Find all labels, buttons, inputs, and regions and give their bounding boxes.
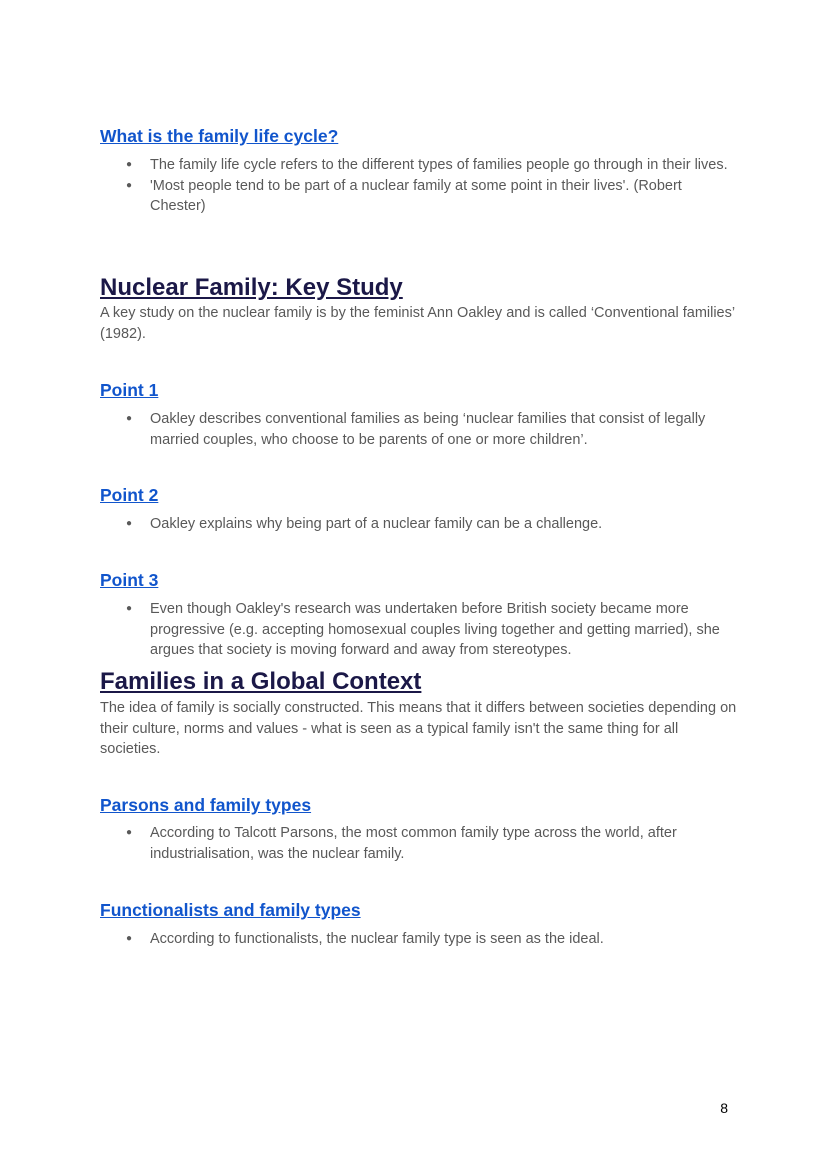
list-item	[126, 514, 735, 535]
point-1-heading: Point 1	[100, 380, 159, 400]
list-item	[126, 599, 735, 661]
bullet-icon: ●	[126, 179, 133, 191]
point-3-heading: Point 3	[100, 570, 159, 590]
bullet-icon: ●	[126, 518, 133, 529]
list-item	[126, 823, 735, 864]
list-item	[126, 929, 735, 950]
global-context-heading: Families in a Global Context	[100, 668, 422, 695]
list-item-text: Oakley describes conventional families as being ‘nuclear families that consist of legally married couples, who choose to be parents of one or more children’.	[150, 411, 706, 448]
list-item	[126, 176, 735, 217]
bullet-icon: ●	[126, 933, 133, 944]
list-item-text: Oakley explains why being part of a nuclear family can be a challenge.	[150, 516, 603, 532]
list-item-text: The family life cycle refers to the different types of families people go through in their lives.	[150, 157, 728, 173]
bullet-icon: ●	[126, 413, 133, 424]
parsons-bullet-list	[126, 823, 735, 864]
point-2-heading: Point 2	[100, 485, 159, 505]
life-cycle-bullet-list	[126, 155, 735, 217]
bullet-icon: ●	[126, 827, 133, 838]
life-cycle-heading: What is the family life cycle?	[100, 126, 339, 146]
point-3-bullet-list	[126, 599, 735, 661]
list-item	[126, 155, 735, 176]
point-1-bullet-list	[126, 409, 735, 450]
list-item-text: According to Talcott Parsons, the most common family type across the world, after industrialisation, was the nuclear family.	[150, 825, 677, 862]
global-context-intro: The idea of family is socially constructed. This means that it differs between societies depending on their culture, norms and values - what is seen as a typical family isn't the same thing for all societies.	[100, 700, 737, 757]
bullet-icon: ●	[126, 603, 133, 614]
bullet-icon: ●	[126, 159, 133, 170]
list-item-text: According to functionalists, the nuclear family type is seen as the ideal.	[150, 931, 604, 947]
list-item	[126, 409, 735, 450]
nuclear-family-heading: Nuclear Family: Key Study	[100, 274, 403, 301]
nuclear-family-intro: A key study on the nuclear family is by the feminist Ann Oakley and is called ‘Conventional families’ (1982).	[100, 305, 735, 342]
functionalists-bullet-list	[126, 929, 735, 950]
list-item-text: 'Most people tend to be part of a nuclear family at some point in their lives'. (Robert Chester)	[150, 177, 682, 214]
list-item-text: Even though Oakley's research was undertaken before British society became more progressive (e.g. accepting homosexual couples living together and getting married), she argues that society is moving forward and away from stereotypes.	[150, 601, 720, 658]
page-number: 8	[720, 1100, 728, 1116]
functionalists-heading: Functionalists and family types	[100, 900, 361, 920]
parsons-heading: Parsons and family types	[100, 795, 312, 815]
point-2-bullet-list	[126, 514, 735, 535]
